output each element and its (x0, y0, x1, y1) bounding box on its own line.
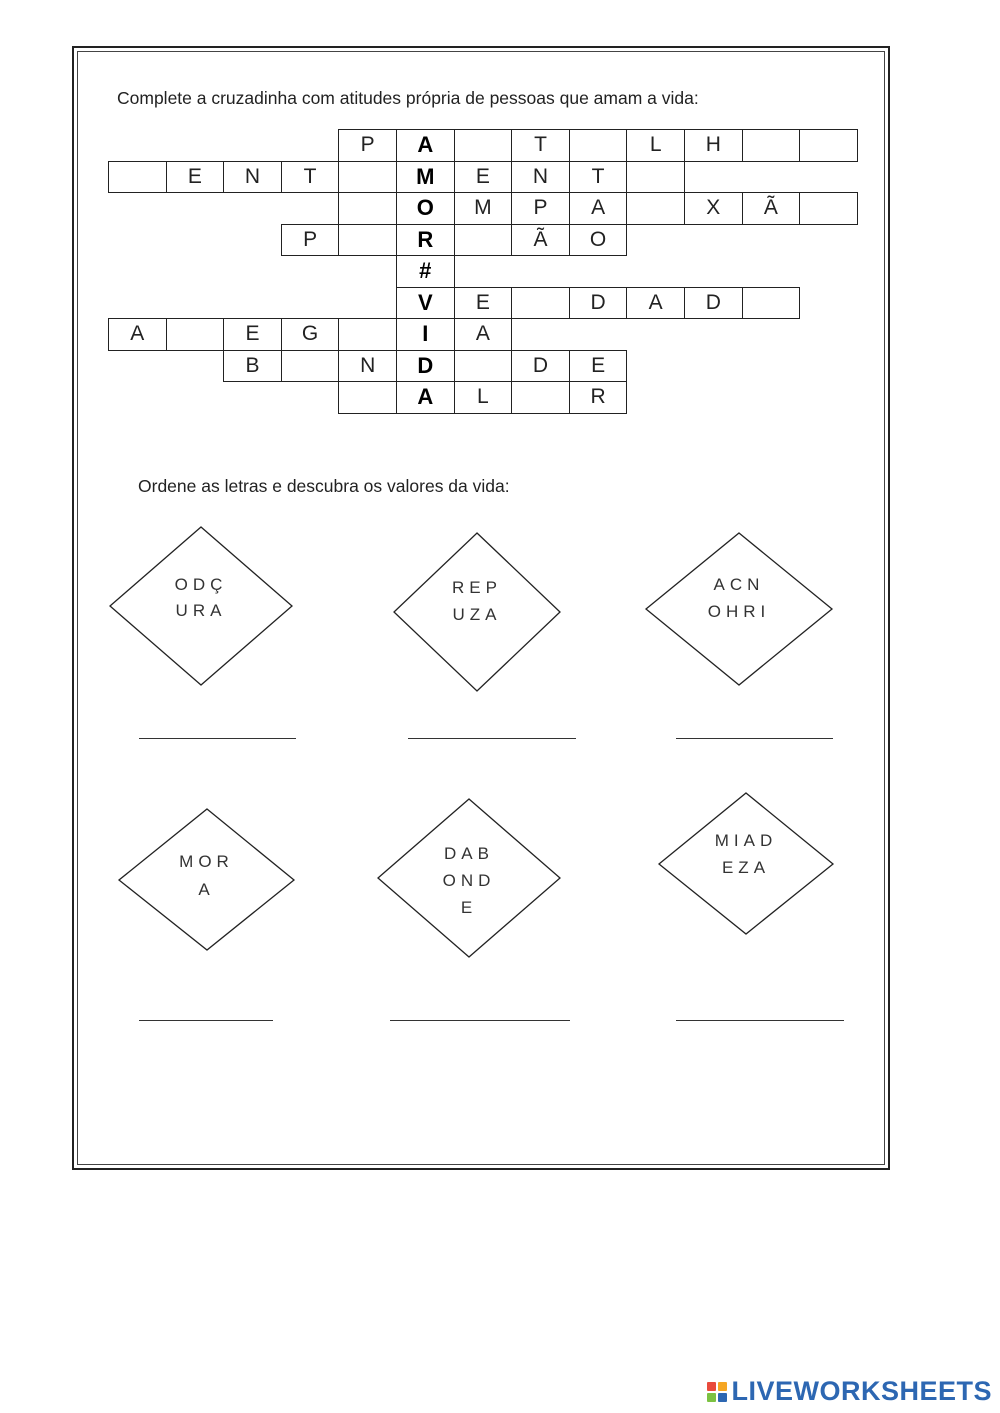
crossword-cell: T (281, 161, 340, 194)
crossword-cell[interactable] (338, 318, 397, 351)
crossword-cell: L (454, 381, 513, 414)
scramble-line: ACN (713, 575, 765, 594)
scramble-diamond (109, 526, 293, 686)
scramble-line: OHRI (707, 602, 771, 621)
crossword-cell[interactable] (626, 192, 685, 225)
crossword-cell: M (454, 192, 513, 225)
brand-text: LIVEWORKSHEETS (731, 1376, 992, 1406)
answer-line[interactable] (390, 1020, 570, 1021)
crossword-cell: E (569, 350, 628, 383)
crossword-cell: P (338, 129, 397, 162)
crossword-cell: R (569, 381, 628, 414)
crossword-cell: D (511, 350, 570, 383)
scramble-line: MOR (179, 852, 234, 871)
crossword-cell[interactable] (454, 224, 513, 257)
crossword-cell: A (108, 318, 167, 351)
answer-line[interactable] (408, 738, 576, 739)
crossword-cell[interactable] (166, 318, 225, 351)
crossword-cell: D (684, 287, 743, 320)
crossword-cell[interactable] (626, 161, 685, 194)
crossword-cell[interactable] (338, 192, 397, 225)
crossword-key-cell: R (396, 224, 455, 257)
crossword-cell: G (281, 318, 340, 351)
crossword-cell[interactable] (511, 381, 570, 414)
crossword-cell: Ã (511, 224, 570, 257)
answer-line[interactable] (676, 1020, 844, 1021)
crossword-cell: B (223, 350, 282, 383)
crossword-cell: L (626, 129, 685, 162)
crossword-instruction: Complete a cruzadinha com atitudes própria de pessoas que amam a vida: (117, 88, 699, 108)
crossword-cell[interactable] (799, 192, 858, 225)
crossword-key-cell: # (396, 255, 455, 288)
liveworksheets-brand[interactable] (707, 1376, 992, 1407)
crossword-key-cell: M (396, 161, 455, 194)
crossword-key-cell: D (396, 350, 455, 383)
crossword-key-cell: I (396, 318, 455, 351)
scramble-line: ODÇ (174, 575, 228, 594)
crossword-cell: N (511, 161, 570, 194)
crossword-cell: P (511, 192, 570, 225)
answer-line[interactable] (676, 738, 833, 739)
scramble-line: EZA (721, 858, 771, 877)
crossword-cell: N (338, 350, 397, 383)
crossword-cell: Ã (742, 192, 801, 225)
scramble-line: OND (442, 871, 496, 890)
crossword-cell: H (684, 129, 743, 162)
crossword-cell[interactable] (338, 161, 397, 194)
crossword-cell[interactable] (569, 129, 628, 162)
scramble-diamond (118, 808, 295, 951)
logo-square (718, 1382, 727, 1391)
scramble-line: A (198, 880, 215, 899)
scramble-line: E (460, 898, 478, 917)
answer-line[interactable] (139, 1020, 273, 1021)
crossword-cell[interactable] (511, 287, 570, 320)
crossword-cell[interactable] (108, 161, 167, 194)
scramble-diamond (377, 798, 561, 958)
scramble-line: MIAD (714, 831, 778, 850)
crossword-cell[interactable] (454, 350, 513, 383)
crossword-cell[interactable] (742, 129, 801, 162)
crossword-cell: D (569, 287, 628, 320)
crossword-cell: A (454, 318, 513, 351)
answer-line[interactable] (139, 738, 296, 739)
scramble-diamond (645, 532, 833, 686)
crossword-cell: E (166, 161, 225, 194)
liveworksheets-logo-icon (707, 1382, 727, 1402)
crossword-cell: T (569, 161, 628, 194)
crossword-cell[interactable] (454, 129, 513, 162)
crossword-key-cell: A (396, 129, 455, 162)
scramble-line: UZA (452, 605, 502, 624)
scramble-diamond (393, 532, 561, 692)
logo-square (707, 1382, 716, 1391)
logo-square (718, 1393, 727, 1402)
logo-square (707, 1393, 716, 1402)
crossword-cell: T (511, 129, 570, 162)
crossword-cell: A (569, 192, 628, 225)
scramble-diamond (658, 792, 834, 935)
crossword-cell[interactable] (799, 129, 858, 162)
scramble-instruction: Ordene as letras e descubra os valores da vida: (138, 476, 510, 496)
crossword-cell: E (454, 161, 513, 194)
scramble-line: DAB (444, 844, 494, 863)
scramble-line: REP (452, 578, 502, 597)
crossword-key-cell: V (396, 287, 455, 320)
crossword-cell[interactable] (281, 350, 340, 383)
crossword-cell[interactable] (338, 224, 397, 257)
crossword-cell[interactable] (338, 381, 397, 414)
crossword-cell[interactable] (742, 287, 801, 320)
crossword-cell: E (454, 287, 513, 320)
crossword-key-cell: O (396, 192, 455, 225)
crossword-cell: A (626, 287, 685, 320)
crossword-key-cell: A (396, 381, 455, 414)
crossword-cell: N (223, 161, 282, 194)
crossword-cell: E (223, 318, 282, 351)
crossword-cell: X (684, 192, 743, 225)
scramble-line: URA (175, 601, 227, 620)
crossword-cell: P (281, 224, 340, 257)
crossword-cell: O (569, 224, 628, 257)
